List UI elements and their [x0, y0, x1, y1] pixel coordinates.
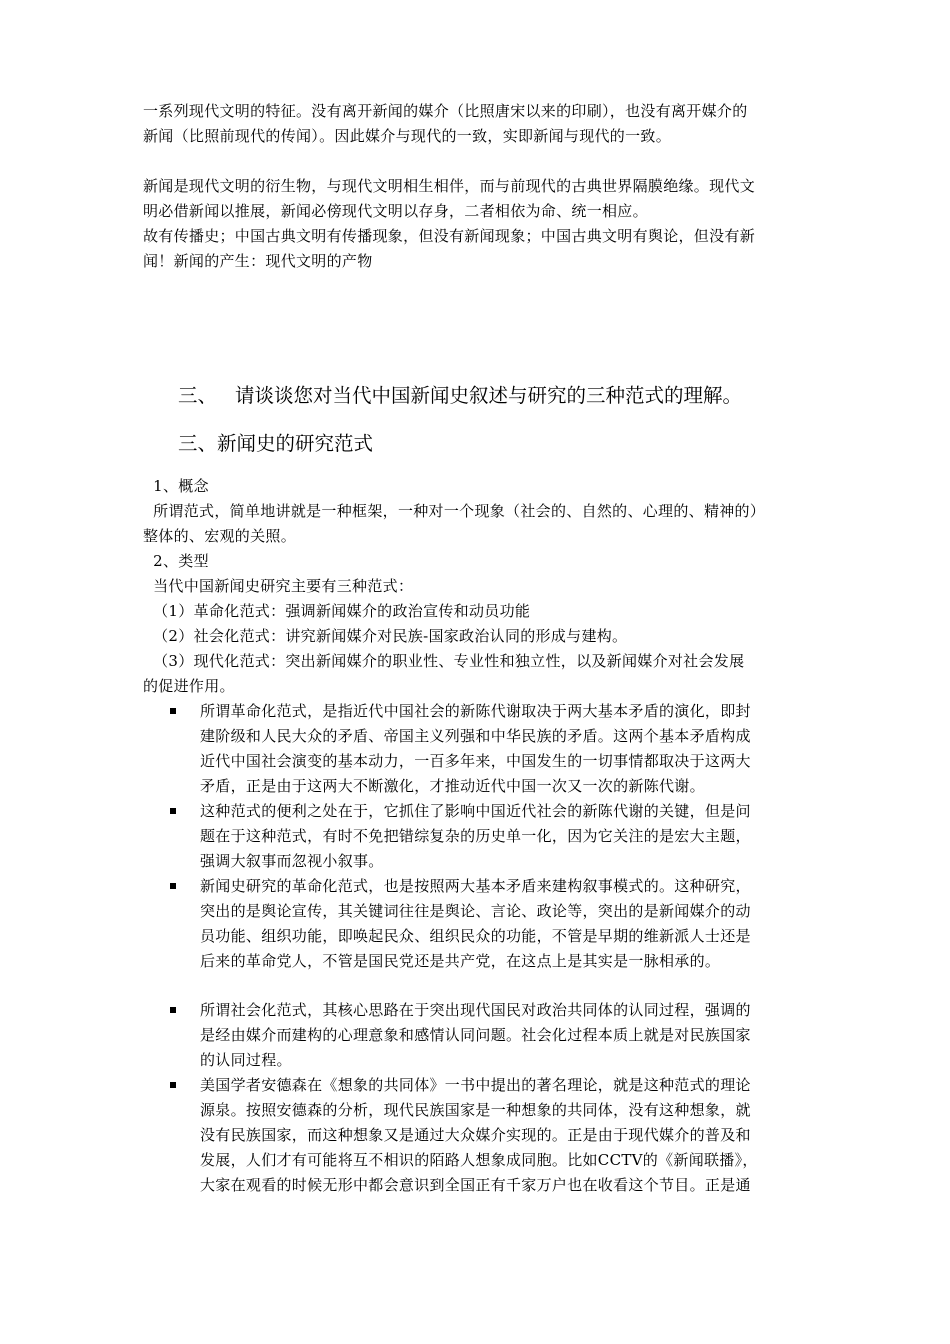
text-line: （2）社会化范式：讲究新闻媒介对民族-国家政治认同的形成与建构。 [143, 627, 628, 645]
text-line: 新闻是现代文明的衍生物，与现代文明相生相伴，而与前现代的古典世界隔膜绝缘。现代文 [143, 177, 756, 195]
text-line: 整体的、宏观的关照。 [143, 527, 297, 545]
text-line: 源泉。按照安德森的分析，现代民族国家是一种想象的共同体，没有这种想象，就 [200, 1101, 751, 1119]
intro-paragraph-1 [143, 99, 810, 149]
text-line: 强调大叙事而忽视小叙事。 [200, 852, 384, 870]
text-line: 美国学者安德森在《想象的共同体》一书中提出的著名理论，就是这种范式的理论 [200, 1076, 751, 1094]
text-line: 的促进作用。 [143, 677, 235, 695]
bullet-square-icon [170, 883, 176, 889]
intro-paragraph-2 [143, 174, 810, 274]
text-line: 是经由媒介而建构的心理意象和感情认同问题。社会化过程本质上就是对民族国家 [200, 1026, 751, 1044]
text-line: 当代中国新闻史研究主要有三种范式： [143, 577, 414, 595]
text-line: 新闻史研究的革命化范式，也是按照两大基本矛盾来建构叙事模式的。这种研究， [200, 877, 751, 895]
text-line: 矛盾，正是由于这两大不断激化，才推动近代中国一次又一次的新陈代谢。 [200, 777, 705, 795]
body-paragraphs [143, 474, 810, 699]
bullet-square-icon [170, 708, 176, 714]
text-line: 的认同过程。 [200, 1051, 292, 1069]
heading-number: 三、 [178, 432, 218, 455]
heading-text: 请谈谈您对当代中国新闻史叙述与研究的三种范式的理解。 [235, 384, 743, 407]
text-line: 大家在观看的时候无形中都会意识到全国正有千家万户也在收看这个节目。正是通 [200, 1176, 751, 1194]
bullet-square-icon [170, 1082, 176, 1088]
heading-number: 三、 [178, 384, 218, 407]
bullet-square-icon [170, 808, 176, 814]
text-line: 闻！新闻的产生：现代文明的产物 [143, 252, 373, 270]
text-line: 故有传播史；中国古典文明有传播现象，但没有新闻现象；中国古典文明有舆论，但没有新 [143, 227, 756, 245]
bullet-square-icon [170, 1007, 176, 1013]
text-line: 建阶级和人民大众的矛盾、帝国主义列强和中华民族的矛盾。这两个基本矛盾构成 [200, 727, 751, 745]
text-line: 员功能、组织功能，即唤起民众、组织民众的功能，不管是早期的维新派人士还是 [200, 927, 751, 945]
text-line: （1）革命化范式：强调新闻媒介的政治宣传和动员功能 [143, 602, 531, 620]
text-line: 这种范式的便利之处在于，它抓住了影响中国近代社会的新陈代谢的关键，但是问 [200, 802, 751, 820]
text-line: （3）现代化范式：突出新闻媒介的职业性、专业性和独立性，以及新闻媒介对社会发展 [143, 652, 745, 670]
text-line: 1、概念 [143, 477, 209, 495]
text-line: 近代中国社会演变的基本动力，一百多年来，中国发生的一切事情都取决于这两大 [200, 752, 751, 770]
text-line: 题在于这种范式，有时不免把错综复杂的历史单一化，因为它关注的是宏大主题， [200, 827, 751, 845]
text-line: 所谓社会化范式，其核心思路在于突出现代国民对政治共同体的认同过程，强调的 [200, 1001, 751, 1019]
text-line: 2、类型 [143, 552, 209, 570]
text-line: 没有民族国家，而这种想象又是通过大众媒介实现的。正是由于现代媒介的普及和 [200, 1126, 751, 1144]
text-line: 突出的是舆论宣传，其关键词往往是舆论、言论、政论等，突出的是新闻媒介的动 [200, 902, 751, 920]
heading-text: 新闻史的研究范式 [217, 432, 374, 455]
text-line: 所谓革命化范式，是指近代中国社会的新陈代谢取决于两大基本矛盾的演化，即封 [200, 702, 751, 720]
text-line: 明必借新闻以推展，新闻必傍现代文明以存身，二者相依为命、统一相应。 [143, 202, 648, 220]
text-line: 所谓范式，简单地讲就是一种框架，一种对一个现象（社会的、自然的、心理的、精神的） [143, 502, 766, 520]
text-line: 一系列现代文明的特征。没有离开新闻的媒介（比照唐宋以来的印刷），也没有离开媒介的 [143, 102, 748, 120]
section-heading [178, 430, 373, 458]
question-heading [178, 382, 742, 410]
text-line: 新闻（比照前现代的传闻）。因此媒介与现代的一致，实即新闻与现代的一致。 [143, 127, 672, 145]
text-line: 发展，人们才有可能将互不相识的陌路人想象成同胞。比如CCTV的《新闻联播》， [200, 1151, 758, 1169]
text-line: 后来的革命党人，不管是国民党还是共产党，在这点上是其实是一脉相承的。 [200, 952, 721, 970]
